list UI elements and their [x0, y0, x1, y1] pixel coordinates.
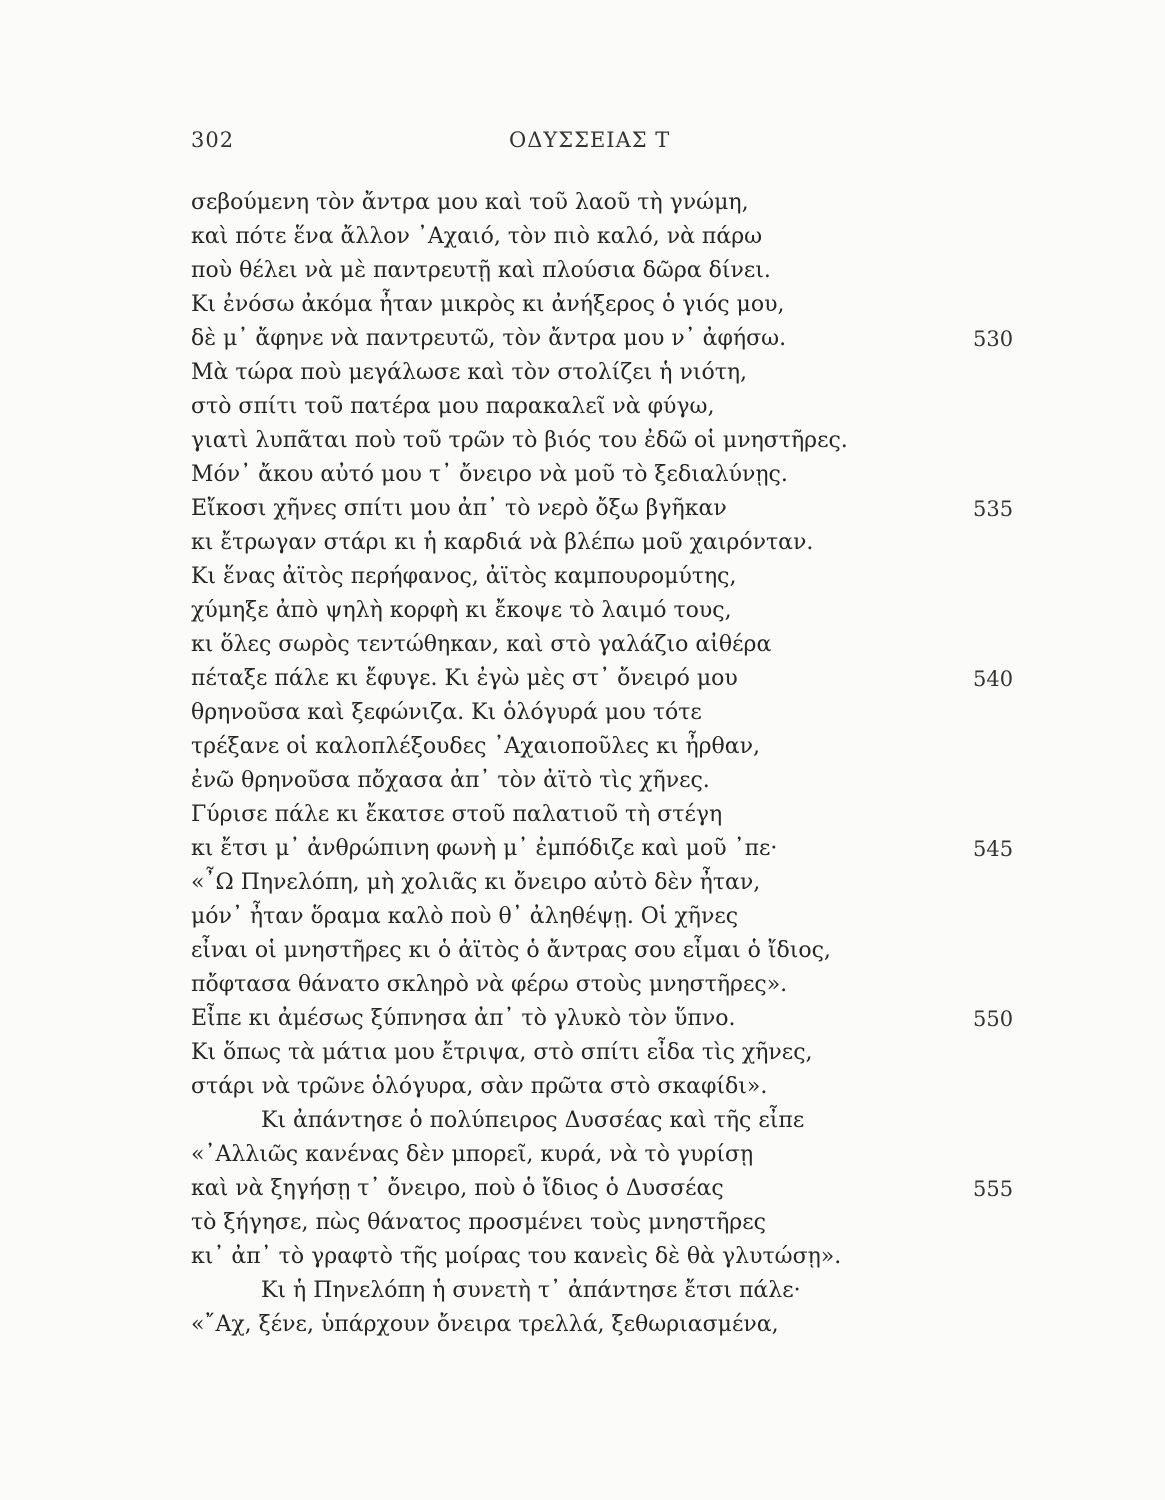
verse-line — [191, 968, 1091, 1002]
verse-text: Εἶπε κι ἀμέσως ξύπνησα ἀπ᾿ τὸ γλυκὸ τὸν ὕπνο. — [191, 1006, 736, 1031]
verse-list — [191, 186, 1091, 1342]
verse-line — [191, 594, 1091, 628]
verse-line — [191, 1240, 1091, 1274]
verse-line — [191, 390, 1091, 424]
verse-line — [191, 1036, 1091, 1070]
verse-text: μόν᾿ ἦταν ὅραμα καλὸ ποὺ θ᾿ ἀληθέψῃ. Οἱ χῆνες — [191, 904, 739, 929]
verse-text: τρέξανε οἱ καλοπλέξουδες ᾿Αχαιοποῦλες κι ἦρθαν, — [191, 734, 761, 759]
verse-text: κι ὅλες σωρὸς τεντώθηκαν, καὶ στὸ γαλάζιο αἰθέρα — [191, 632, 772, 657]
line-number: 555 — [973, 1177, 1014, 1201]
verse-line — [191, 900, 1091, 934]
verse-line — [191, 1308, 1091, 1342]
line-number: 535 — [973, 497, 1014, 521]
verse-line — [191, 560, 1091, 594]
line-number: 545 — [973, 837, 1014, 861]
verse-text: τὸ ξήγησε, πὼς θάνατος προσμένει τοὺς μνηστῆρες — [191, 1210, 766, 1235]
page-number: 302 — [191, 128, 235, 152]
verse-text: Κι ἕνας ἀϊτὸς περήφανος, ἀϊτὸς καμπουρομύτης, — [191, 564, 737, 589]
verse-line — [191, 254, 1091, 288]
verse-text: καὶ πότε ἕνα ἄλλον ᾿Αχαιό, τὸν πιὸ καλό, νὰ πάρω — [191, 224, 763, 249]
running-title: ΟΔΥΣΣΕΙΑΣ Τ — [509, 128, 671, 152]
verse-line — [191, 458, 1091, 492]
verse-line — [191, 730, 1091, 764]
verse-text: Κι ἡ Πηνελόπη ἡ συνετὴ τ᾿ ἀπάντησε ἔτσι πάλε· — [261, 1278, 801, 1303]
verse-line — [191, 798, 1091, 832]
verse-line — [191, 628, 1091, 662]
verse-text: ποὺ θέλει νὰ μὲ παντρευτῇ καὶ πλούσια δῶρα δίνει. — [191, 258, 771, 283]
verse-text: στάρι νὰ τρῶνε ὁλόγυρα, σὰν πρῶτα στὸ σκαφίδι». — [191, 1074, 768, 1099]
verse-line — [191, 288, 1091, 322]
verse-line — [191, 1002, 1091, 1036]
verse-line — [191, 696, 1091, 730]
verse-text: κι ἔτσι μ᾿ ἀνθρώπινη φωνὴ μ᾿ ἐμπόδιζε καὶ μοῦ ᾿πε· — [191, 836, 778, 861]
verse-text: δὲ μ᾿ ἄφηνε νὰ παντρευτῶ, τὸν ἄντρα μου ν᾿ ἀφήσω. — [191, 326, 787, 351]
verse-text: Κι ἀπάντησε ὁ πολύπειρος Δυσσέας καὶ τῆς εἶπε — [261, 1108, 805, 1133]
verse-text: ἐνῶ θρηνοῦσα πὄχασα ἀπ᾿ τὸν ἀϊτὸ τὶς χῆνες. — [191, 768, 710, 793]
verse-line — [191, 1172, 1091, 1206]
verse-line — [191, 832, 1091, 866]
verse-text: καὶ νὰ ξηγήσῃ τ᾿ ὄνειρο, ποὺ ὁ ἴδιος ὁ Δυσσέας — [191, 1176, 724, 1201]
verse-line — [191, 356, 1091, 390]
verse-text: θρηνοῦσα καὶ ξεφώνιζα. Κι ὁλόγυρά μου τότε — [191, 700, 702, 725]
line-number: 530 — [973, 327, 1014, 351]
verse-text: Γύρισε πάλε κι ἔκατσε στοῦ παλατιοῦ τὴ στέγη — [191, 802, 723, 827]
verse-text: «᾿Αλλιῶς κανένας δὲν μπορεῖ, κυρά, νὰ τὸ γυρίσῃ — [191, 1142, 754, 1167]
verse-line — [191, 1274, 1091, 1308]
verse-text: Κι ὅπως τὰ μάτια μου ἔτριψα, στὸ σπίτι εἶδα τὶς χῆνες, — [191, 1040, 813, 1065]
verse-line — [191, 662, 1091, 696]
verse-line — [191, 934, 1091, 968]
line-number: 540 — [973, 667, 1014, 691]
verse-text: κι᾿ ἀπ᾿ τὸ γραφτὸ τῆς μοίρας του κανεὶς δὲ θὰ γλυτώσῃ». — [191, 1244, 842, 1269]
verse-line — [191, 526, 1091, 560]
verse-text: γιατὶ λυπᾶται ποὺ τοῦ τρῶν τὸ βιός του ἐδῶ οἱ μνηστῆρες. — [191, 428, 848, 453]
verse-text: «῏Ω Πηνελόπη, μὴ χολιᾶς κι ὄνειρο αὐτὸ δὲν ἦταν, — [191, 870, 761, 895]
verse-text: κι ἔτρωγαν στάρι κι ἡ καρδιά νὰ βλέπω μοῦ χαιρόνταν. — [191, 530, 814, 555]
verse-text: εἶναι οἱ μνηστῆρες κι ὁ ἀϊτὸς ὁ ἄντρας σου εἶμαι ὁ ἴδιος, — [191, 938, 831, 963]
verse-line — [191, 492, 1091, 526]
verse-text: Κι ἐνόσω ἀκόμα ἦταν μικρὸς κι ἀνήξερος ὁ γιός μου, — [191, 292, 785, 317]
verse-line — [191, 424, 1091, 458]
verse-line — [191, 220, 1091, 254]
verse-text: Μὰ τώρα ποὺ μεγάλωσε καὶ τὸν στολίζει ἡ νιότη, — [191, 360, 748, 385]
verse-text: πέταξε πάλε κι ἔφυγε. Κι ἐγὼ μὲς στ᾿ ὄνειρό μου — [191, 666, 738, 691]
verse-text: στὸ σπίτι τοῦ πατέρα μου παρακαλεῖ νὰ φύγω, — [191, 394, 715, 419]
verse-line — [191, 186, 1091, 220]
verse-line — [191, 764, 1091, 798]
verse-line — [191, 1104, 1091, 1138]
verse-text: «῎Αχ, ξένε, ὑπάρχουν ὄνειρα τρελλά, ξεθωριασμένα, — [191, 1312, 779, 1337]
verse-text: σεβούμενη τὸν ἄντρα μου καὶ τοῦ λαοῦ τὴ γνώμη, — [191, 190, 749, 215]
verse-text: χύμηξε ἀπὸ ψηλὴ κορφὴ κι ἔκοψε τὸ λαιμό τους, — [191, 598, 732, 623]
verse-line — [191, 1138, 1091, 1172]
verse-text: πὄφτασα θάνατο σκληρὸ νὰ φέρω στοὺς μνηστῆρες». — [191, 972, 788, 997]
verse-line — [191, 1206, 1091, 1240]
verse-text: Εἴκοσι χῆνες σπίτι μου ἀπ᾿ τὸ νερὸ ὄξω βγῆκαν — [191, 496, 727, 521]
verse-line — [191, 322, 1091, 356]
verse-line — [191, 1070, 1091, 1104]
line-number: 550 — [973, 1007, 1014, 1031]
verse-text: Μόν᾿ ἄκου αὐτό μου τ᾿ ὄνειρο νὰ μοῦ τὸ ξεδιαλύνῃς. — [191, 462, 788, 487]
verse-line — [191, 866, 1091, 900]
